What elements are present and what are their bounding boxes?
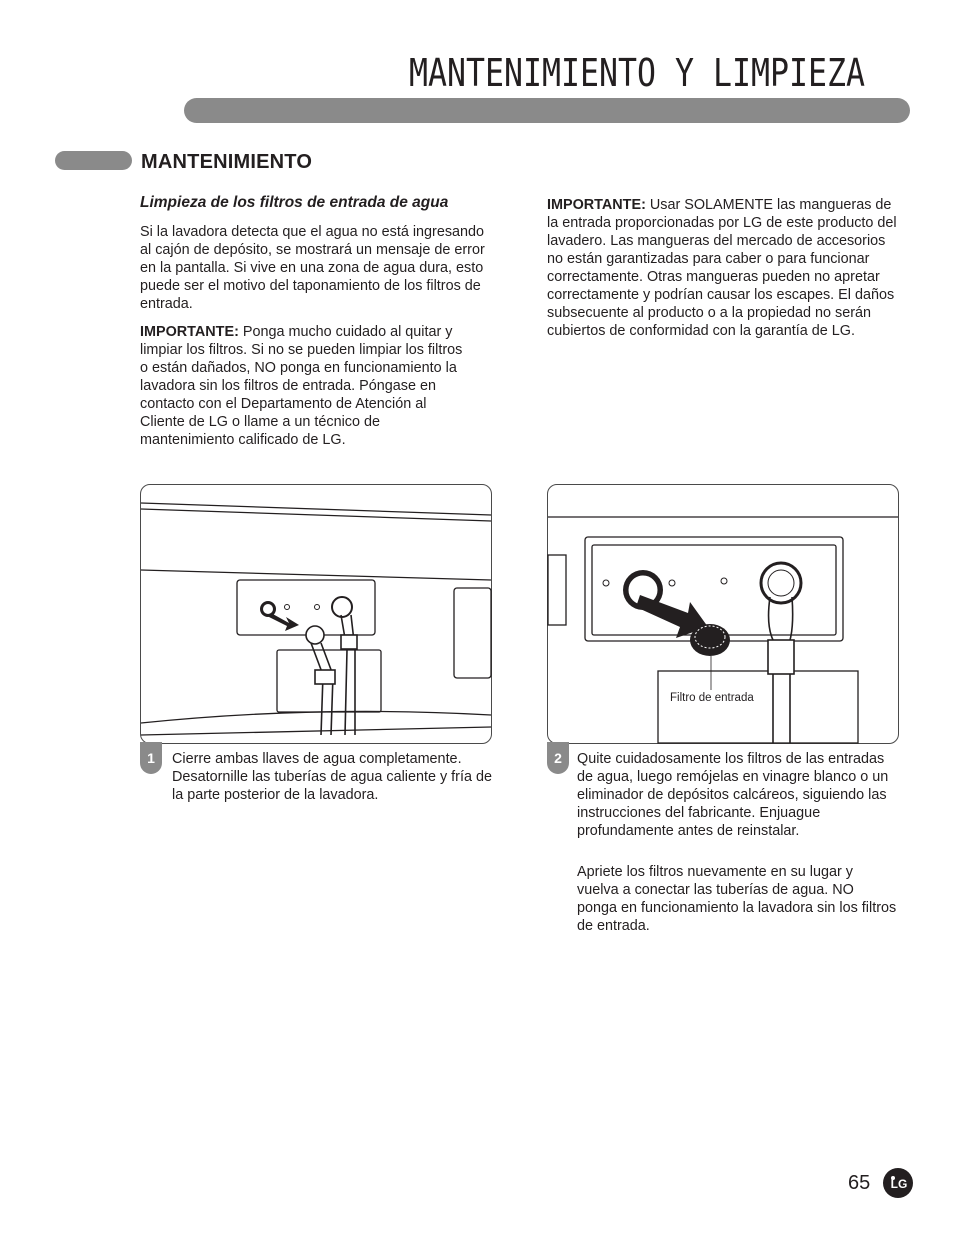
page-title [400, 48, 870, 96]
inlet-valve-right [721, 563, 801, 603]
page-number: 65 [848, 1172, 871, 1194]
figure-1-illustration [140, 484, 492, 744]
title-bar [184, 98, 910, 123]
lg-logo [882, 1167, 914, 1199]
step-2-text: Quite cuidadosamente los filtros de las entradas de agua, luego remójelas en vinagre blanco o un eliminador de depósitos calcáreos, siguiendo las instrucciones del fabricante. Enjuague profundamente antes de reinstalar. [577, 751, 889, 839]
important-text: Ponga mucho cuidado al quitar y limpiar los filtros. Si no se pueden limpiar los filtros o están dañados, NO ponga en funcionamiento la lavadora sin los filtros de entrada. Póngase en contacto con el Departamento de Atención al Cliente de LG o llame a un técnico de mantenimiento calificado de LG. [140, 324, 463, 448]
intro-paragraph: Si la lavadora detecta que el agua no está ingresando al cajón de depósito, se mostrará un mensaje de error en la pantalla. Si vive en una zona de agua dura, esto puede ser el motivo del taponamiento de los filtros de entrada. [140, 224, 485, 312]
important-paragraph-right [547, 196, 902, 340]
filter-removal-illustration [548, 485, 898, 743]
lg-logo-text: LG [890, 1177, 908, 1191]
water-hoses [306, 615, 357, 735]
important-label: IMPORTANTE: [547, 197, 646, 213]
inlet-valve-left [260, 601, 290, 617]
arrow-icon [269, 613, 299, 631]
important-label: IMPORTANTE: [140, 324, 239, 340]
subheading: Limpieza de los filtros de entrada de agua [140, 194, 449, 211]
page-title-text: MANTENIMIENTO Y LIMPIEZA [409, 51, 866, 95]
section-pill [55, 151, 132, 170]
section-heading: MANTENIMIENTO [141, 151, 313, 173]
important-paragraph-left [140, 323, 470, 449]
inlet-valve-right [315, 597, 353, 617]
step-2-badge: 2 [547, 742, 569, 774]
step-1-text: Cierre ambas llaves de agua completamente. Desatornille las tuberías de agua caliente y fría de la parte posterior de la lavadora. [172, 751, 492, 803]
filter-callout-label: Filtro de entrada [670, 692, 754, 704]
important-text: Usar SOLAMENTE las mangueras de la entrada proporcionadas por LG de este producto del lavadero. Las mangueras del mercado de accesorios no están garantizadas para caber o para funcionar correctamente. Otras mangueras pueden no apretar correctamente y podrían causar los escapes. El daños subsecuente al producto o a la propiedad no serán cubiertos de conformidad con la garantía de LG. [547, 197, 897, 339]
water-hose [768, 597, 794, 743]
figure-2-illustration [547, 484, 899, 744]
washer-back-illustration [141, 485, 491, 743]
step-2-text-2: Apriete los filtros nuevamente en su lugar y vuelva a conectar las tuberías de agua. NO ponga en funcionamiento la lavadora sin los filtros de entrada. [577, 864, 897, 934]
inlet-filter [690, 624, 730, 656]
step-1-badge: 1 [140, 742, 162, 774]
